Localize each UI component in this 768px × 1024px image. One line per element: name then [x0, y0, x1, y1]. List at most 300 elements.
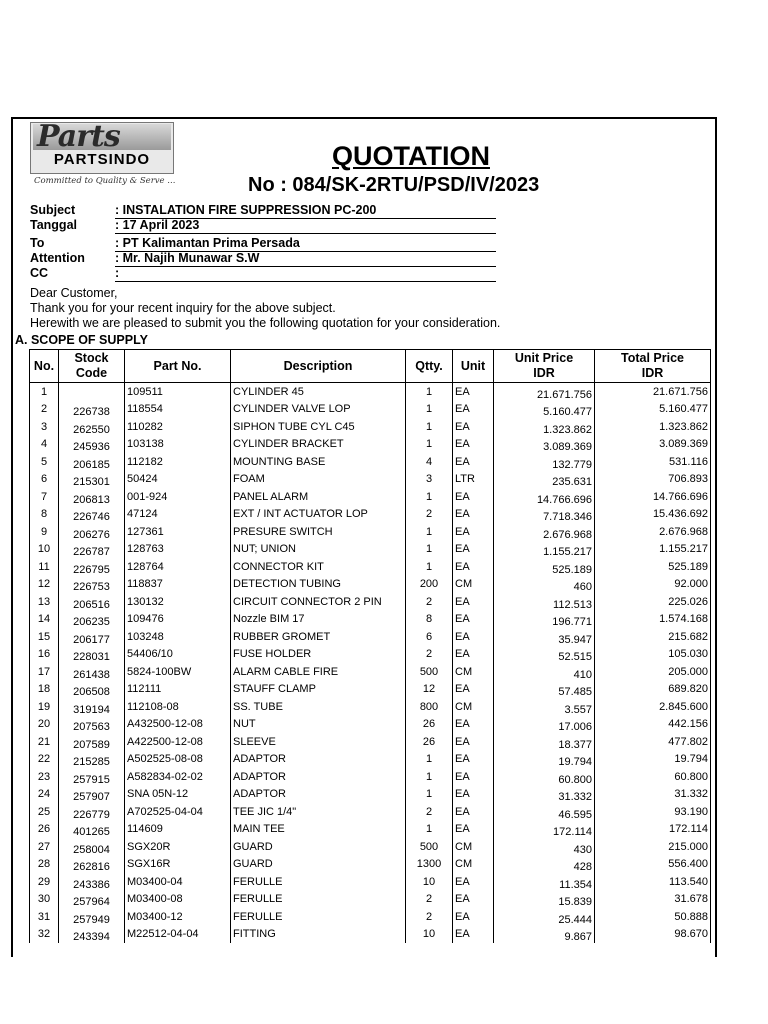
row-description — [231, 838, 406, 856]
row-stock-code-text: 206276 — [73, 528, 110, 541]
row-description — [231, 786, 406, 804]
row-no — [30, 576, 59, 594]
row-total-price — [595, 698, 711, 716]
row-part-no-text: 001-924 — [127, 490, 168, 503]
row-qty — [406, 856, 453, 874]
row-stock-code-text: 206185 — [73, 458, 110, 471]
row-unit-price — [494, 751, 595, 769]
row-no — [30, 698, 59, 716]
row-unit-price-text: 1.155.217 — [543, 546, 592, 558]
row-description — [231, 873, 406, 891]
row-description — [231, 611, 406, 629]
row-unit — [453, 803, 494, 821]
row-no — [30, 716, 59, 734]
row-unit — [453, 681, 494, 699]
row-unit — [453, 401, 494, 419]
row-unit-text: EA — [455, 753, 470, 766]
row-part-no — [125, 891, 231, 909]
table-row — [30, 681, 711, 699]
row-total-price-text: 172.114 — [669, 823, 708, 836]
row-unit-price — [494, 716, 595, 734]
row-description-text: FERULLE — [233, 875, 283, 888]
row-unit — [453, 663, 494, 681]
row-no — [30, 558, 59, 576]
row-qty-text: 500 — [419, 665, 439, 678]
row-unit — [453, 856, 494, 874]
row-stock-code — [59, 418, 125, 436]
row-stock-code-text: 243386 — [73, 878, 110, 891]
row-part-no-text: SGX20R — [127, 840, 171, 853]
row-description-text: EXT / INT ACTUATOR LOP — [233, 508, 368, 521]
row-description — [231, 926, 406, 944]
company-tagline: Committed to Quality & Serve ... — [34, 176, 176, 186]
row-unit — [453, 821, 494, 839]
row-stock-code — [59, 488, 125, 506]
row-part-no — [125, 646, 231, 664]
row-stock-code — [59, 453, 125, 471]
row-stock-code — [59, 733, 125, 751]
row-unit-text: EA — [455, 420, 470, 433]
row-total-price-text: 1.574.168 — [659, 613, 708, 626]
row-unit-price-text: 7.718.346 — [543, 511, 592, 523]
row-total-price-text: 689.820 — [668, 683, 708, 696]
row-unit-text: CM — [455, 665, 473, 678]
table-row — [30, 541, 711, 559]
row-no-text: 18 — [37, 683, 51, 696]
row-no — [30, 838, 59, 856]
row-total-price — [595, 891, 711, 909]
letter-line-1: Thank you for your recent inquiry for the above subject. — [30, 301, 336, 315]
row-total-price-text: 92.000 — [674, 578, 708, 591]
row-qty-text: 800 — [419, 700, 439, 713]
row-unit-price — [494, 593, 595, 611]
row-unit — [453, 558, 494, 576]
row-total-price — [595, 611, 711, 629]
row-description-text: FUSE HOLDER — [233, 648, 312, 661]
row-unit — [453, 873, 494, 891]
row-unit-text: EA — [455, 735, 470, 748]
row-unit-price — [494, 786, 595, 804]
row-stock-code — [59, 908, 125, 926]
row-unit — [453, 436, 494, 454]
row-part-no — [125, 436, 231, 454]
row-stock-code — [59, 593, 125, 611]
row-qty-text: 2 — [425, 910, 433, 923]
row-unit-price-text: 3.089.369 — [543, 441, 592, 453]
row-unit-text: EA — [455, 823, 470, 836]
row-total-price-text: 5.160.477 — [659, 403, 708, 416]
table-row — [30, 401, 711, 419]
row-part-no — [125, 401, 231, 419]
row-stock-code — [59, 611, 125, 629]
row-total-price — [595, 926, 711, 944]
quotation-number: No : 084/SK-2RTU/PSD/IV/2023 — [248, 174, 540, 196]
row-unit-text: EA — [455, 630, 470, 643]
row-stock-code-text: 226795 — [73, 563, 110, 576]
row-unit-text: EA — [455, 893, 470, 906]
row-unit-price-text: 21.671.756 — [536, 388, 592, 401]
row-part-no-text: A502525-08-08 — [127, 753, 203, 766]
row-unit-price — [494, 558, 595, 576]
row-no-text: 24 — [37, 788, 51, 801]
company-logo — [30, 119, 174, 174]
row-total-price — [595, 716, 711, 734]
row-qty — [406, 611, 453, 629]
row-qty-text: 6 — [425, 630, 433, 643]
row-description — [231, 418, 406, 436]
row-no — [30, 506, 59, 524]
row-unit-price-text: 35.947 — [558, 633, 592, 646]
row-unit-text: CM — [455, 840, 473, 853]
row-unit-text: EA — [455, 560, 470, 573]
row-no-text: 7 — [40, 490, 48, 503]
table-row — [30, 453, 711, 471]
row-unit-price — [494, 663, 595, 681]
row-part-no-text: 103138 — [127, 438, 164, 451]
header-stock-code-line2: Code — [75, 366, 108, 380]
row-stock-code — [59, 628, 125, 646]
row-no-text: 11 — [38, 560, 50, 573]
row-unit-text: EA — [455, 770, 470, 783]
row-no-text: 21 — [37, 735, 51, 748]
row-part-no-text: 112108-08 — [127, 700, 179, 713]
row-stock-code-text: 226787 — [73, 546, 110, 558]
table-row — [30, 698, 711, 716]
row-stock-code — [59, 768, 125, 786]
row-unit-price — [494, 891, 595, 909]
row-stock-code — [59, 558, 125, 576]
row-qty-text: 12 — [422, 683, 436, 696]
row-stock-code-text: 215285 — [73, 756, 110, 768]
row-description-text: FERULLE — [233, 910, 283, 923]
row-qty — [406, 558, 453, 576]
row-qty — [406, 471, 453, 489]
row-unit — [453, 541, 494, 559]
row-total-price — [595, 681, 711, 699]
row-description-text: ADAPTOR — [233, 753, 286, 766]
row-qty — [406, 523, 453, 541]
row-stock-code — [59, 803, 125, 821]
row-part-no-text: M03400-04 — [127, 875, 183, 888]
row-part-no-text: 54406/10 — [127, 648, 173, 661]
row-qty — [406, 663, 453, 681]
row-qty-text: 1 — [425, 385, 433, 398]
row-part-no — [125, 838, 231, 856]
row-qty — [406, 891, 453, 909]
row-unit-text: EA — [455, 595, 470, 608]
row-total-price-text: 93.190 — [674, 805, 708, 818]
row-part-no — [125, 558, 231, 576]
row-stock-code — [59, 436, 125, 454]
row-no-text: 28 — [37, 858, 51, 871]
table-row — [30, 488, 711, 506]
row-unit-price — [494, 768, 595, 786]
row-part-no — [125, 611, 231, 629]
row-no — [30, 523, 59, 541]
table-header-row — [30, 350, 711, 383]
row-qty-text: 10 — [422, 928, 436, 941]
row-stock-code — [59, 663, 125, 681]
row-unit-text: EA — [455, 910, 470, 923]
row-qty — [406, 681, 453, 699]
row-description — [231, 401, 406, 419]
row-qty-text: 2 — [425, 648, 433, 661]
table-row — [30, 716, 711, 734]
row-unit — [453, 786, 494, 804]
row-qty — [406, 628, 453, 646]
row-unit-price-text: 9.867 — [564, 931, 592, 943]
row-unit-text: EA — [455, 525, 470, 538]
row-qty — [406, 786, 453, 804]
row-part-no-text: SGX16R — [127, 858, 171, 871]
row-description — [231, 768, 406, 786]
row-total-price — [595, 646, 711, 664]
row-unit — [453, 418, 494, 436]
row-description-text: CIRCUIT CONNECTOR 2 PIN — [233, 595, 382, 608]
row-stock-code-text: 206813 — [73, 493, 110, 506]
row-stock-code — [59, 821, 125, 839]
row-total-price-text: 225.026 — [668, 595, 708, 608]
row-stock-code-text: 243394 — [73, 931, 110, 943]
row-total-price — [595, 401, 711, 419]
row-description — [231, 751, 406, 769]
row-part-no — [125, 541, 231, 559]
row-qty — [406, 768, 453, 786]
row-unit-text: EA — [455, 928, 470, 941]
row-no-text: 8 — [40, 508, 48, 521]
row-description-text: SLEEVE — [233, 735, 276, 748]
row-no — [30, 803, 59, 821]
row-stock-code — [59, 838, 125, 856]
row-qty-text: 500 — [419, 840, 439, 853]
row-part-no-text: M22512-04-04 — [127, 928, 199, 941]
table-row — [30, 628, 711, 646]
row-stock-code — [59, 751, 125, 769]
row-stock-code-text: 226753 — [73, 581, 110, 593]
row-no-text: 32 — [37, 928, 51, 941]
row-total-price — [595, 383, 711, 401]
row-no — [30, 786, 59, 804]
row-total-price-text: 2.676.968 — [659, 525, 708, 538]
row-unit — [453, 768, 494, 786]
row-qty — [406, 698, 453, 716]
row-total-price-text: 215.682 — [668, 630, 708, 643]
row-no-text: 15 — [37, 630, 51, 643]
row-part-no — [125, 908, 231, 926]
row-part-no-text: A702525-04-04 — [127, 805, 203, 818]
row-total-price-text: 105.030 — [668, 648, 708, 661]
row-part-no — [125, 383, 231, 401]
row-qty-text: 1 — [425, 823, 433, 836]
row-total-price — [595, 436, 711, 454]
row-stock-code-text: 226746 — [73, 511, 110, 523]
row-no-text: 22 — [37, 753, 51, 766]
row-qty — [406, 908, 453, 926]
row-qty-text: 200 — [419, 578, 439, 591]
row-total-price — [595, 751, 711, 769]
row-total-price — [595, 821, 711, 839]
row-description — [231, 698, 406, 716]
row-part-no-text: 109511 — [127, 385, 163, 398]
row-no-text: 30 — [37, 893, 51, 906]
row-description-text: GUARD — [233, 840, 273, 853]
company-name: PARTSINDO — [53, 151, 151, 168]
row-description — [231, 558, 406, 576]
row-unit — [453, 471, 494, 489]
row-no-text: 1 — [40, 385, 48, 398]
table-row — [30, 646, 711, 664]
row-unit-price — [494, 926, 595, 944]
row-stock-code — [59, 786, 125, 804]
row-unit-price — [494, 681, 595, 699]
row-part-no-text: 128763 — [127, 543, 164, 556]
table-row — [30, 418, 711, 436]
row-unit-price-text: 3.557 — [564, 703, 592, 716]
row-description-text: FOAM — [233, 473, 265, 486]
row-no — [30, 453, 59, 471]
row-unit-price-text: 112.513 — [553, 598, 592, 611]
row-stock-code — [59, 401, 125, 419]
row-description — [231, 593, 406, 611]
row-qty — [406, 506, 453, 524]
row-stock-code — [59, 383, 125, 401]
row-no-text: 14 — [37, 613, 51, 626]
row-stock-code-text: 319194 — [73, 703, 110, 716]
row-description-text: CYLINDER BRACKET — [233, 438, 344, 451]
row-no-text: 3 — [40, 420, 48, 433]
row-no — [30, 436, 59, 454]
row-stock-code-text: 228031 — [73, 651, 110, 663]
row-unit-price — [494, 628, 595, 646]
row-total-price — [595, 488, 711, 506]
row-no-text: 5 — [40, 455, 48, 468]
row-unit-price — [494, 488, 595, 506]
row-total-price — [595, 418, 711, 436]
row-unit-text: CM — [455, 700, 473, 713]
row-total-price — [595, 541, 711, 559]
row-no — [30, 488, 59, 506]
row-description-text: STAUFF CLAMP — [233, 683, 316, 696]
row-description — [231, 821, 406, 839]
row-no — [30, 681, 59, 699]
row-unit-text: CM — [455, 858, 473, 871]
row-unit-text: EA — [455, 403, 470, 416]
row-description-text: NUT; UNION — [233, 543, 296, 556]
table-row — [30, 926, 711, 944]
row-qty — [406, 541, 453, 559]
row-no-text: 2 — [40, 403, 48, 416]
row-qty — [406, 838, 453, 856]
row-part-no — [125, 716, 231, 734]
row-description — [231, 628, 406, 646]
header-total-price-line1: Total Price — [621, 351, 684, 365]
row-part-no-text: 128764 — [127, 560, 164, 573]
row-no-text: 6 — [40, 473, 48, 486]
row-description — [231, 908, 406, 926]
row-total-price-text: 442.156 — [668, 718, 708, 731]
row-stock-code-text: 257964 — [73, 896, 110, 908]
row-no — [30, 383, 59, 401]
row-description-text: PANEL ALARM — [233, 490, 309, 503]
row-unit — [453, 698, 494, 716]
row-description-text: FITTING — [233, 928, 276, 941]
row-qty — [406, 401, 453, 419]
row-qty-text: 1 — [425, 753, 433, 766]
row-qty — [406, 733, 453, 751]
row-part-no — [125, 768, 231, 786]
row-stock-code-text: 262550 — [73, 423, 110, 436]
row-unit — [453, 751, 494, 769]
row-qty — [406, 803, 453, 821]
row-qty-text: 1 — [425, 403, 433, 416]
row-total-price-text: 113.540 — [669, 875, 708, 888]
row-qty-text: 2 — [425, 595, 433, 608]
table-row — [30, 733, 711, 751]
header-unit: Unit — [453, 350, 494, 383]
row-description — [231, 733, 406, 751]
row-part-no — [125, 926, 231, 944]
row-total-price — [595, 803, 711, 821]
row-total-price — [595, 908, 711, 926]
row-unit-price — [494, 523, 595, 541]
row-total-price — [595, 506, 711, 524]
row-description-text: MAIN TEE — [233, 823, 285, 836]
row-description — [231, 646, 406, 664]
row-part-no-text: 50424 — [127, 473, 158, 486]
row-part-no-text: 127361 — [127, 525, 164, 538]
table-row — [30, 471, 711, 489]
row-total-price — [595, 838, 711, 856]
row-qty-text: 10 — [422, 875, 436, 888]
row-description-text: NUT — [233, 718, 256, 731]
row-unit-price — [494, 821, 595, 839]
row-description — [231, 436, 406, 454]
table-row — [30, 436, 711, 454]
row-unit-text: EA — [455, 490, 470, 503]
row-no — [30, 768, 59, 786]
row-no — [30, 821, 59, 839]
row-no-text: 17 — [37, 665, 51, 678]
row-unit-price-text: 46.595 — [558, 808, 592, 821]
row-stock-code — [59, 576, 125, 594]
row-unit — [453, 628, 494, 646]
items-table — [29, 349, 711, 943]
table-row — [30, 383, 711, 401]
row-no — [30, 663, 59, 681]
row-total-price — [595, 523, 711, 541]
row-unit-price-text: 2.676.968 — [543, 528, 592, 541]
row-unit-price — [494, 383, 595, 401]
row-unit — [453, 506, 494, 524]
row-unit-price — [494, 541, 595, 559]
row-unit-text: EA — [455, 543, 470, 556]
row-stock-code-text: 258004 — [73, 843, 110, 856]
row-unit-price-text: 19.794 — [558, 756, 592, 768]
row-unit-text: EA — [455, 805, 470, 818]
row-unit-price — [494, 436, 595, 454]
row-qty-text: 1 — [425, 543, 433, 556]
table-row — [30, 558, 711, 576]
row-unit-price — [494, 838, 595, 856]
row-unit-text: EA — [455, 385, 470, 398]
header-unit-price — [494, 350, 595, 383]
row-unit-price — [494, 698, 595, 716]
row-part-no-text: 103248 — [127, 630, 164, 643]
row-description-text: GUARD — [233, 858, 273, 871]
row-total-price-text: 205.000 — [668, 665, 708, 678]
row-part-no — [125, 593, 231, 611]
row-part-no — [125, 733, 231, 751]
